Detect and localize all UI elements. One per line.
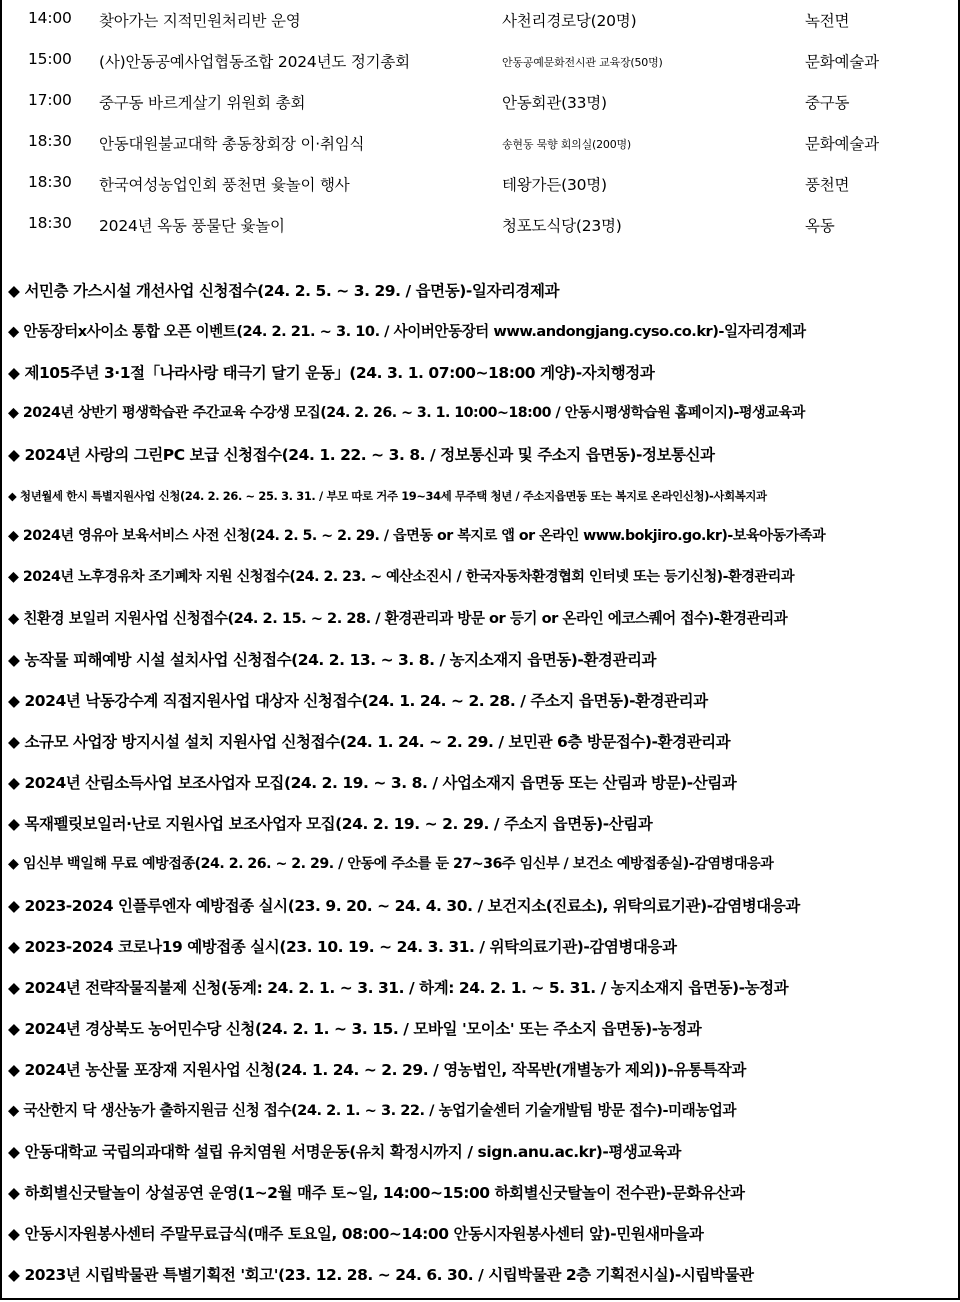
schedule-title: 찾아가는 지적민원처리반 운영 (99, 12, 301, 30)
notice-item (2, 311, 958, 352)
notice-item (2, 967, 958, 1008)
notice-text: 안동장터x사이소 통합 오픈 이벤트(24. 2. 21. ~ 3. 10. / 사이버안동장터 www.andongjang.cyso.co.kr)-일자리경제과 (23, 323, 806, 340)
notice-item (2, 557, 958, 598)
notice-item (2, 721, 958, 762)
notice-text: 제105주년 3·1절「나라사랑 태극기 달기 운동」(24. 3. 1. 07:00~18:00 게양)-자치행정과 (24, 364, 655, 382)
schedule-place: 청포도식당(23명) (502, 217, 622, 235)
schedule-title: (사)안동공예사업협동조합 2024년도 정기총회 (99, 53, 410, 71)
notice-text: 2024년 상반기 평생학습관 주간교육 수강생 모집(24. 2. 26. ~ 3. 1. 10:00~18:00 / 안동시평생학습원 홈페이지)-평생교육과 (22, 405, 805, 421)
notice-text: 안동대학교 국립의과대학 설립 유치염원 서명운동(유치 확정시까지 / sign.anu.ac.kr)-평생교육과 (24, 1143, 681, 1161)
schedule-dept: 옥동 (805, 217, 835, 235)
diamond-bullet-icon: ◆ (8, 405, 19, 421)
notice-item (2, 680, 958, 721)
diamond-bullet-icon: ◆ (8, 364, 20, 382)
notice-item (2, 393, 958, 434)
schedule-dept: 문화예술과 (805, 135, 879, 153)
notice-text: 목재펠릿보일러·난로 지원사업 보조사업자 모집(24. 2. 19. ~ 2. 29. / 주소지 읍면동)-산림과 (24, 815, 653, 833)
notice-text: 2024년 낙동강수계 직접지원사업 대상자 신청접수(24. 1. 24. ~ 2. 28. / 주소지 읍면동)-환경관리과 (24, 692, 708, 710)
notice-item (2, 885, 958, 926)
notice-text: 2024년 전략작물직불제 신청(동계: 24. 2. 1. ~ 3. 31. / 하계: 24. 2. 1. ~ 5. 31. / 농지소재지 읍면동)-농정과 (24, 979, 789, 997)
diamond-bullet-icon: ◆ (8, 1143, 20, 1161)
diamond-bullet-icon: ◆ (8, 1266, 20, 1284)
schedule-title: 안동대원불교대학 총동창회장 이·취임식 (99, 135, 365, 153)
notice-item (2, 352, 958, 393)
notice-list (2, 270, 958, 1295)
diamond-bullet-icon: ◆ (8, 1061, 20, 1079)
notice-item (2, 1049, 958, 1090)
notice-text: 2024년 노후경유차 조기폐차 지원 신청접수(24. 2. 23. ~ 예산소진시 / 한국자동차환경협회 인터넷 또는 등기신청)-환경관리과 (22, 569, 795, 585)
diamond-bullet-icon: ◆ (8, 528, 19, 544)
schedule-time: 17:00 (28, 91, 72, 109)
notice-item (2, 475, 958, 516)
notice-text: 안동시자원봉사센터 주말무료급식(매주 토요일, 08:00~14:00 안동시자원봉사센터 앞)-민원새마을과 (24, 1225, 704, 1243)
diamond-bullet-icon: ◆ (8, 733, 20, 751)
notice-text: 2024년 농산물 포장재 지원사업 신청(24. 1. 24. ~ 2. 29. / 영농법인, 작목반(개별농가 제외))-유통특작과 (24, 1061, 746, 1079)
schedule-time: 14:00 (28, 9, 72, 27)
schedule-row (2, 205, 958, 246)
diamond-bullet-icon: ◆ (8, 815, 20, 833)
diamond-bullet-icon: ◆ (8, 897, 20, 915)
diamond-bullet-icon: ◆ (8, 323, 19, 340)
diamond-bullet-icon: ◆ (8, 610, 19, 627)
schedule-title: 중구동 바르게살기 위원회 총회 (99, 94, 306, 112)
diamond-bullet-icon: ◆ (8, 938, 20, 956)
notice-text: 청년월세 한시 특별지원사업 신청(24. 2. 26. ~ 25. 3. 31. / 부모 따로 거주 19~34세 무주택 청년 / 주소지읍면동 또는 복지로 온라인신청)-사회복지과 (20, 489, 767, 503)
notice-text: 서민층 가스시설 개선사업 신청접수(24. 2. 5. ~ 3. 29. / 읍면동)-일자리경제과 (24, 282, 559, 300)
schedule-row (2, 41, 958, 82)
notice-item (2, 1254, 958, 1295)
schedule-time: 15:00 (28, 50, 72, 68)
notice-item (2, 844, 958, 885)
schedule-table (2, 0, 958, 246)
schedule-title: 2024년 옥동 풍물단 윷놀이 (99, 217, 285, 235)
diamond-bullet-icon: ◆ (8, 979, 20, 997)
notice-text: 2023년 시립박물관 특별기획전 '회고'(23. 12. 28. ~ 24. 6. 30. / 시립박물관 2층 기획전시실)-시립박물관 (24, 1266, 754, 1284)
schedule-time: 18:30 (28, 132, 72, 150)
schedule-place: 사천리경로당(20명) (502, 12, 637, 30)
notice-item (2, 1172, 958, 1213)
schedule-row (2, 123, 958, 164)
notice-item (2, 516, 958, 557)
notice-text: 2024년 산림소득사업 보조사업자 모집(24. 2. 19. ~ 3. 8. / 사업소재지 읍면동 또는 산림과 방문)-산림과 (24, 774, 737, 792)
schedule-dept: 문화예술과 (805, 53, 879, 71)
diamond-bullet-icon: ◆ (8, 1225, 20, 1243)
schedule-place: 안동공예문화전시관 교육장(50명) (502, 56, 663, 69)
schedule-row (2, 164, 958, 205)
schedule-place: 안동회관(33명) (502, 94, 607, 112)
notice-text: 2023-2024 코로나19 예방접종 실시(23. 10. 19. ~ 24. 3. 31. / 위탁의료기관)-감염병대응과 (24, 938, 677, 956)
schedule-dept: 풍천면 (805, 176, 850, 194)
notice-text: 소규모 사업장 방지시설 설치 지원사업 신청접수(24. 1. 24. ~ 2. 29. / 보민관 6층 방문접수)-환경관리과 (24, 733, 731, 751)
notice-text: 하회별신굿탈놀이 상설공연 운영(1~2월 매주 토~일, 14:00~15:00 하회별신굿탈놀이 전수관)-문화유산과 (24, 1184, 745, 1202)
diamond-bullet-icon: ◆ (8, 446, 20, 464)
notice-item (2, 434, 958, 475)
notice-item (2, 1008, 958, 1049)
schedule-time: 18:30 (28, 214, 72, 232)
notice-item (2, 803, 958, 844)
notice-item (2, 598, 958, 639)
diamond-bullet-icon: ◆ (8, 489, 17, 503)
notice-item (2, 762, 958, 803)
notice-text: 친환경 보일러 지원사업 신청접수(24. 2. 15. ~ 2. 28. / 환경관리과 방문 or 등기 or 온라인 에코스퀘어 접수)-환경관리과 (23, 610, 788, 627)
diamond-bullet-icon: ◆ (8, 282, 20, 300)
schedule-time: 18:30 (28, 173, 72, 191)
notice-text: 2023-2024 인플루엔자 예방접종 실시(23. 9. 20. ~ 24. 4. 30. / 보건지소(진료소), 위탁의료기관)-감염병대응과 (24, 897, 800, 915)
schedule-row (2, 0, 958, 41)
notice-text: 2024년 영유아 보육서비스 사전 신청(24. 2. 5. ~ 2. 29. / 읍면동 or 복지로 앱 or 온라인 www.bokjiro.go.kr)-보육아동가족과 (22, 528, 826, 544)
schedule-title: 한국여성농업인회 풍천면 윷놀이 행사 (99, 176, 350, 194)
schedule-dept: 녹전면 (805, 12, 850, 30)
diamond-bullet-icon: ◆ (8, 651, 20, 669)
notice-item (2, 926, 958, 967)
schedule-dept: 중구동 (805, 94, 850, 112)
schedule-place: 송현동 묵향 회의실(200명) (502, 138, 632, 151)
notice-text: 2024년 경상북도 농어민수당 신청(24. 2. 1. ~ 3. 15. / 모바일 '모이소' 또는 주소지 읍면동)-농정과 (24, 1020, 702, 1038)
notice-item (2, 639, 958, 680)
notice-item (2, 1131, 958, 1172)
diamond-bullet-icon: ◆ (8, 569, 19, 585)
notice-item (2, 1090, 958, 1131)
diamond-bullet-icon: ◆ (8, 1184, 20, 1202)
diamond-bullet-icon: ◆ (8, 1102, 19, 1119)
notice-text: 국산한지 닥 생산농가 출하지원금 신청 접수(24. 2. 1. ~ 3. 22. / 농업기술센터 기술개발팀 방문 접수)-미래농업과 (23, 1102, 737, 1119)
notice-item (2, 270, 958, 311)
diamond-bullet-icon: ◆ (8, 856, 19, 872)
diamond-bullet-icon: ◆ (8, 1020, 20, 1038)
notice-text: 농작물 피해예방 시설 설치사업 신청접수(24. 2. 13. ~ 3. 8. / 농지소재지 읍면동)-환경관리과 (24, 651, 657, 669)
diamond-bullet-icon: ◆ (8, 692, 20, 710)
schedule-row (2, 82, 958, 123)
schedule-place: 테왕가든(30명) (502, 176, 607, 194)
notice-item (2, 1213, 958, 1254)
notice-text: 2024년 사랑의 그린PC 보급 신청접수(24. 1. 22. ~ 3. 8. / 정보통신과 및 주소지 읍면동)-정보통신과 (24, 446, 715, 464)
diamond-bullet-icon: ◆ (8, 774, 20, 792)
notice-text: 임신부 백일해 무료 예방접종(24. 2. 26. ~ 2. 29. / 안동에 주소를 둔 27~36주 임신부 / 보건소 예방접종실)-감염병대응과 (22, 856, 774, 872)
